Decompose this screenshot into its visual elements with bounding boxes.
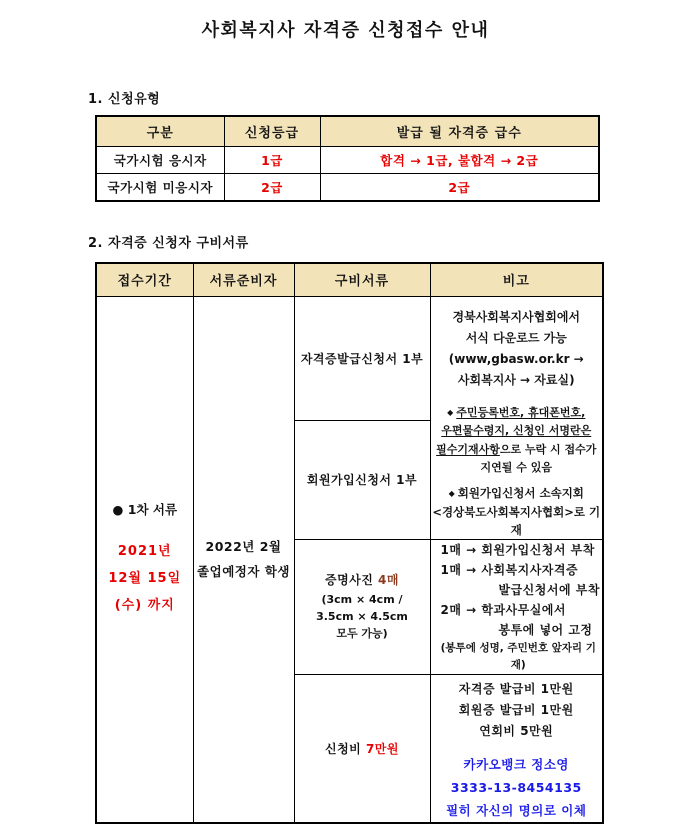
required-documents-table: [95, 262, 604, 824]
cell-category: 국가시험 미응시자: [96, 173, 224, 201]
bank-transfer-note: 필히 자신의 명의로 이체: [446, 802, 587, 818]
cell-grade: 1급: [224, 146, 320, 173]
table-header-row: [96, 263, 603, 296]
diamond-bullet-icon: ◆: [448, 488, 455, 498]
text-line: 3.5cm × 4.5cm: [316, 610, 408, 623]
cell-doc-application-fee: [294, 674, 430, 823]
plain-text: 회원가입신청서 소속지회: [457, 485, 584, 500]
section-heading-application-type: 1. 신청유형: [88, 92, 161, 107]
header-cell-preparer: 서류준비자: [193, 263, 294, 296]
header-cell-grade: 신청등급: [224, 116, 320, 146]
text-line: 경북사회복지사협회에서: [452, 309, 580, 324]
text-line: 지연될 수 있음: [480, 461, 552, 474]
text-line: 발급신청서에 부착: [498, 582, 600, 597]
text-line: 1매 → 사회복지사자격증: [440, 562, 579, 577]
cell-category: 국가시험 응시자: [96, 146, 224, 173]
section-heading-required-documents: 2. 자격증 신청자 구비서류: [88, 236, 249, 251]
fee-amount: 7만원: [365, 741, 399, 756]
cell-reception-period: [96, 296, 193, 823]
cell-grade: 2급: [224, 173, 320, 201]
cell-document-preparer: [193, 296, 294, 823]
envelope-footnote: (봉투에 성명, 주민번호 앞자리 기재): [440, 641, 596, 671]
photo-quantity: 4매: [378, 573, 399, 587]
text-line: 12월 15일: [108, 570, 182, 586]
photo-title: [296, 571, 429, 588]
cell-issued-grade: 합격 → 1급, 불합격 → 2급: [320, 146, 599, 173]
bank-account-holder: 카카오뱅크 정소영: [463, 756, 569, 772]
download-info: [431, 307, 603, 391]
cell-remarks-fees: [430, 674, 603, 823]
plain-text: 증명사진: [325, 573, 379, 587]
diamond-bullet-icon: ◆: [447, 407, 454, 417]
text-line: 2021년: [117, 543, 172, 559]
text-line: (수) 까지: [114, 597, 175, 613]
cell-doc-membership-application: 회원가입신청서 1부: [294, 421, 430, 539]
cell-doc-photos: [294, 539, 430, 674]
plain-text: 으로 누락 시 접수가: [499, 442, 597, 456]
first-round-label: [98, 500, 192, 518]
cell-issued-grade: 2급: [320, 173, 599, 201]
text-line: 사회복지사 → 자료실): [457, 372, 575, 387]
text-line: 2매 → 학과사무실에서: [440, 602, 566, 617]
underlined-text: 필수기재사항: [436, 442, 500, 456]
cell-doc-certificate-application: 자격증발급신청서 1부: [294, 296, 430, 421]
membership-branch-note: [431, 484, 603, 539]
text-line: 1매 → 회원가입신청서 부착: [440, 542, 595, 557]
plain-text: 신청비: [324, 741, 366, 756]
bank-transfer-info: [431, 753, 603, 822]
photo-size-detail: [296, 591, 429, 642]
text-line: <경상북도사회복지사협회>로 기재: [432, 504, 601, 537]
text-line: 모두 가능): [336, 627, 388, 640]
cell-remarks-photos: [430, 539, 603, 674]
text-line: [431, 441, 603, 460]
cell-remarks-forms: [430, 296, 603, 539]
table-row: [96, 173, 599, 201]
text-line: (3cm × 4cm /: [321, 593, 403, 606]
header-cell-documents: 구비서류: [294, 263, 430, 296]
bank-account-number: 3333-13-8454135: [450, 779, 582, 795]
first-round-text: 1차 서류: [127, 501, 178, 517]
header-cell-issued-grade: 발급 될 자격증 급수: [320, 116, 599, 146]
text-line: 서식 다운로드 가능: [465, 330, 567, 345]
header-cell-category: 구분: [96, 116, 224, 146]
text-line: 2022년 2월: [205, 539, 282, 554]
text-line: 졸업예정자 학생: [197, 564, 290, 579]
required-fields-note: [431, 404, 603, 478]
page-title: 사회복지사 자격증 신청접수 안내: [201, 20, 490, 41]
fee-breakdown: [431, 679, 603, 742]
underlined-text: 주민등록번호, 휴대폰번호,: [456, 405, 586, 419]
text-line: 봉투에 넣어 고정: [498, 622, 593, 637]
table-row: [96, 146, 599, 173]
text-line: [431, 484, 603, 503]
table-row: [96, 296, 603, 421]
text-line: 연회비 5만원: [479, 723, 554, 738]
header-cell-remarks: 비고: [430, 263, 603, 296]
text-line: 자격증 발급비 1만원: [458, 681, 574, 696]
table-header-row: [96, 116, 599, 146]
circle-bullet-icon: ●: [112, 501, 124, 517]
application-type-table: [95, 115, 600, 202]
text-line: 회원증 발급비 1만원: [458, 702, 574, 717]
text-line: [431, 404, 603, 423]
deadline-text: [98, 538, 192, 619]
underlined-text: 우편물수령지, 신청인 서명란은: [441, 424, 592, 437]
text-line: (www,gbasw.or.kr →: [448, 351, 584, 366]
header-cell-period: 접수기간: [96, 263, 193, 296]
